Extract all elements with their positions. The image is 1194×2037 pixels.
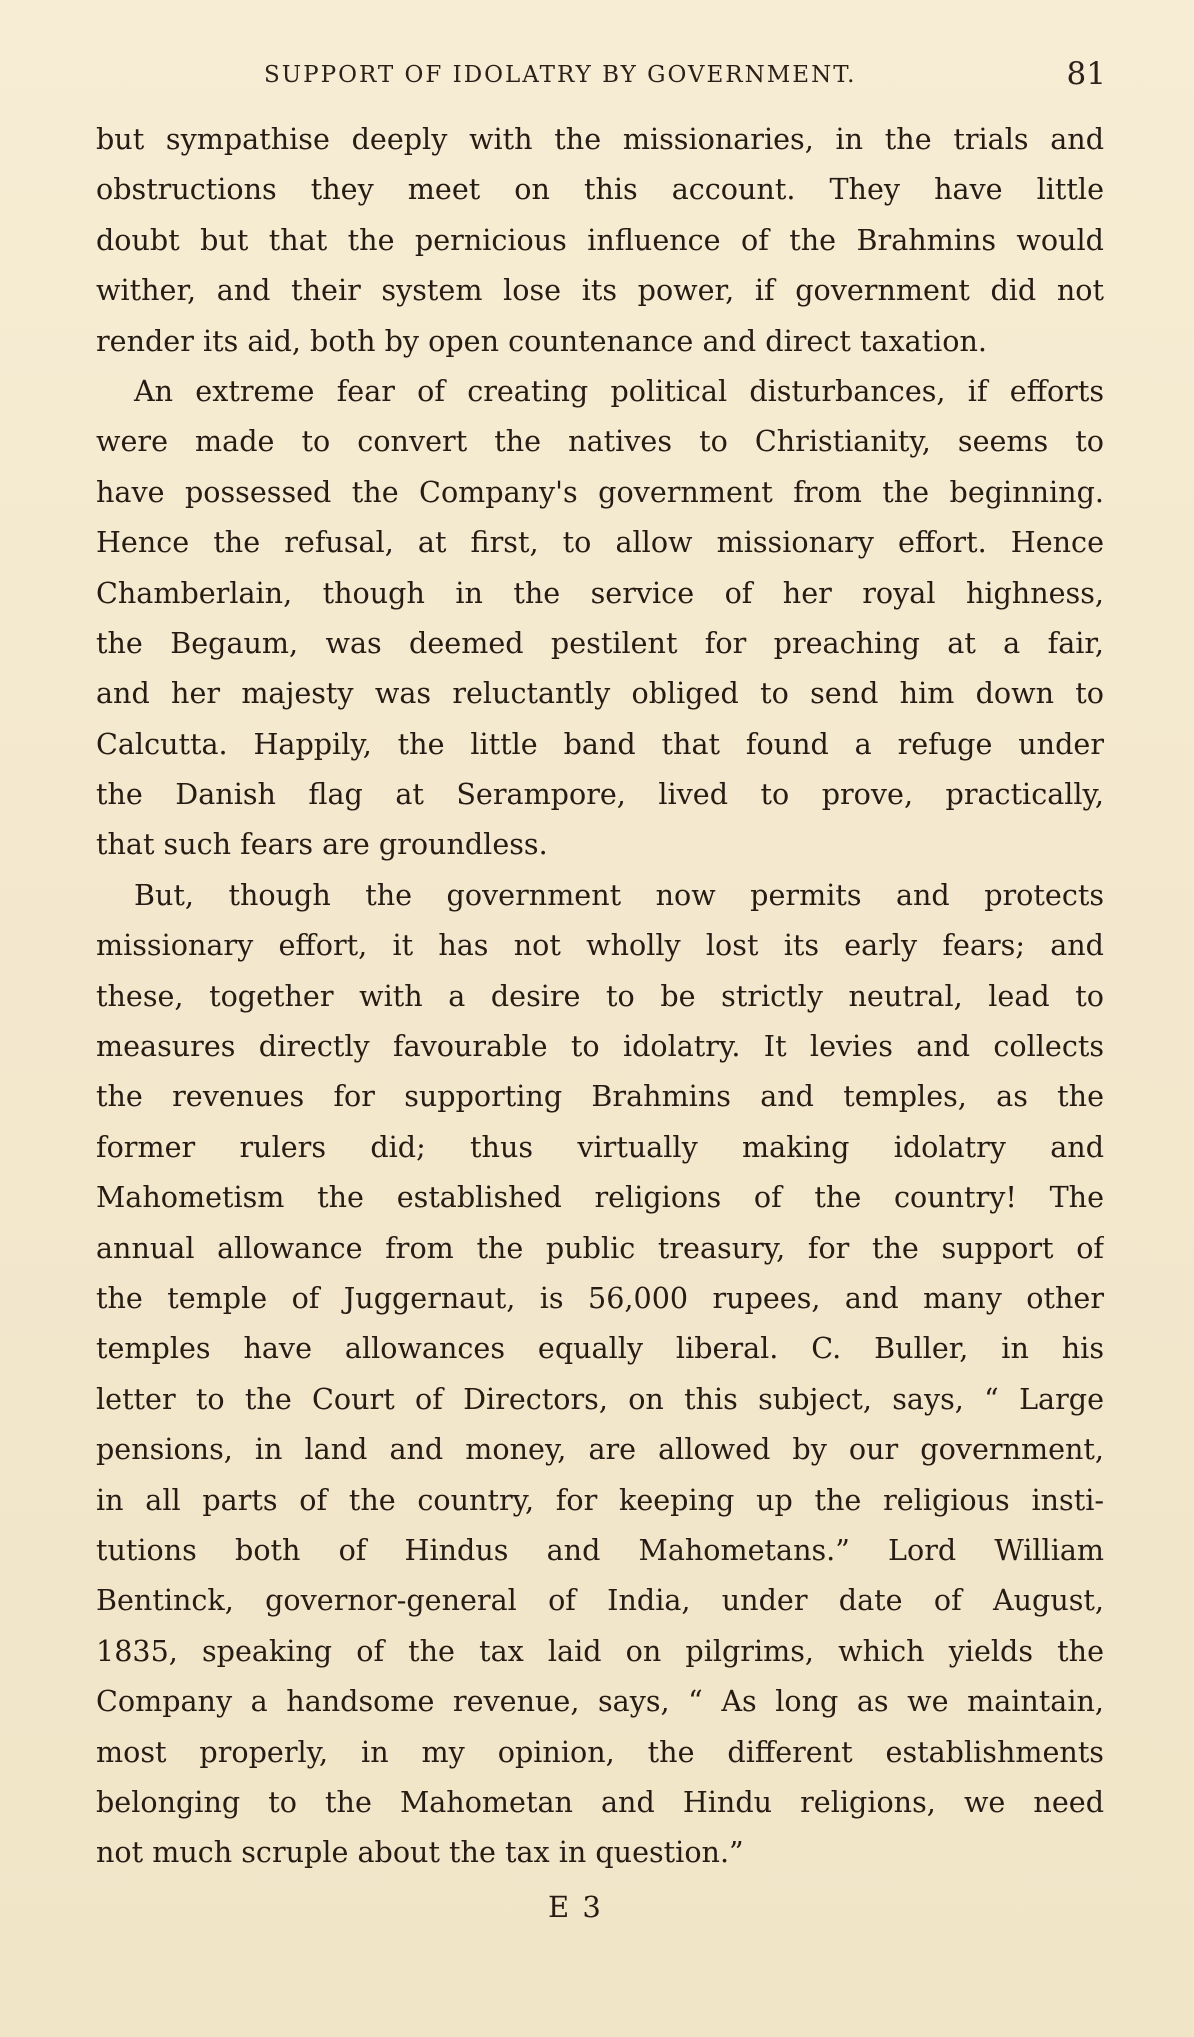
text-line: have possessed the Company's government from the beginning. bbox=[96, 474, 1104, 509]
text-line: were made to convert the natives to Christianity, seems to bbox=[96, 424, 1104, 459]
text-line: Bentinck, governor-general of India, under date of August, bbox=[96, 1583, 1104, 1618]
paragraph-3 bbox=[96, 870, 1104, 1878]
text-line: most properly, in my opinion, the different establishments bbox=[96, 1734, 1104, 1769]
text-line: render its aid, both by open countenance and direct taxation. bbox=[96, 323, 987, 358]
text-line: doubt but that the pernicious influence of the Brahmins would bbox=[96, 222, 1104, 257]
text-line: tutions both of Hindus and Mahometans.” Lord William bbox=[96, 1532, 1104, 1567]
text-line: that such fears are groundless. bbox=[96, 827, 548, 862]
text-line: annual allowance from the public treasury, for the support of bbox=[96, 1230, 1104, 1265]
text-line: not much scruple about the tax in question.” bbox=[96, 1835, 744, 1870]
text-line: these, together with a desire to be strictly neutral, lead to bbox=[96, 978, 1104, 1013]
text-line: obstructions they meet on this account. They have little bbox=[96, 172, 1104, 207]
body-text bbox=[96, 114, 1104, 1878]
text-line: Hence the refusal, at first, to allow missionary effort. Hence bbox=[96, 525, 1104, 560]
text-line: the Danish flag at Serampore, lived to prove, practically, bbox=[96, 777, 1104, 812]
text-line: former rulers did; thus virtually making idolatry and bbox=[96, 1129, 1104, 1164]
paragraph-2 bbox=[96, 366, 1104, 870]
page-number: 81 bbox=[1066, 56, 1106, 92]
text-line: letter to the Court of Directors, on this subject, says, “ Large bbox=[96, 1381, 1104, 1416]
text-line: but sympathise deeply with the missionaries, in the trials and bbox=[96, 122, 1104, 156]
text-line: the revenues for supporting Brahmins and temples, as the bbox=[96, 1079, 1104, 1114]
text-line: Mahometism the established religions of the country! The bbox=[96, 1180, 1104, 1215]
text-line: 1835, speaking of the tax laid on pilgrims, which yields the bbox=[96, 1633, 1104, 1668]
text-line: Chamberlain, though in the service of her royal highness, bbox=[96, 575, 1104, 610]
text-line: Calcutta. Happily, the little band that found a refuge under bbox=[96, 726, 1104, 761]
text-line: the temple of Juggernaut, is 56,000 rupees, and many other bbox=[96, 1280, 1104, 1315]
running-title: SUPPORT OF IDOLATRY BY GOVERNMENT. bbox=[264, 62, 857, 88]
text-line: Company a handsome revenue, says, “ As long as we maintain, bbox=[96, 1684, 1104, 1719]
text-line: measures directly favourable to idolatry. It levies and collects bbox=[96, 1029, 1104, 1064]
text-line: temples have allowances equally liberal. C. Buller, in his bbox=[96, 1331, 1104, 1366]
paragraph-1 bbox=[96, 114, 1104, 366]
text-line: pensions, in land and money, are allowed by our government, bbox=[96, 1432, 1104, 1467]
running-header bbox=[96, 56, 1106, 96]
text-line: But, though the government now permits and protects bbox=[134, 877, 1104, 912]
signature-mark: E 3 bbox=[548, 1890, 603, 1924]
text-line: wither, and their system lose its power, if government did not bbox=[96, 273, 1104, 308]
text-line: An extreme fear of creating political disturbances, if efforts bbox=[134, 373, 1104, 408]
text-line: in all parts of the country, for keeping up the religious insti- bbox=[96, 1482, 1104, 1517]
text-line: missionary effort, it has not wholly lost its early fears; and bbox=[96, 928, 1104, 963]
text-line: the Begaum, was deemed pestilent for preaching at a fair, bbox=[96, 625, 1104, 660]
text-line: and her majesty was reluctantly obliged to send him down to bbox=[96, 676, 1104, 711]
text-line: belonging to the Mahometan and Hindu religions, we need bbox=[96, 1784, 1104, 1819]
